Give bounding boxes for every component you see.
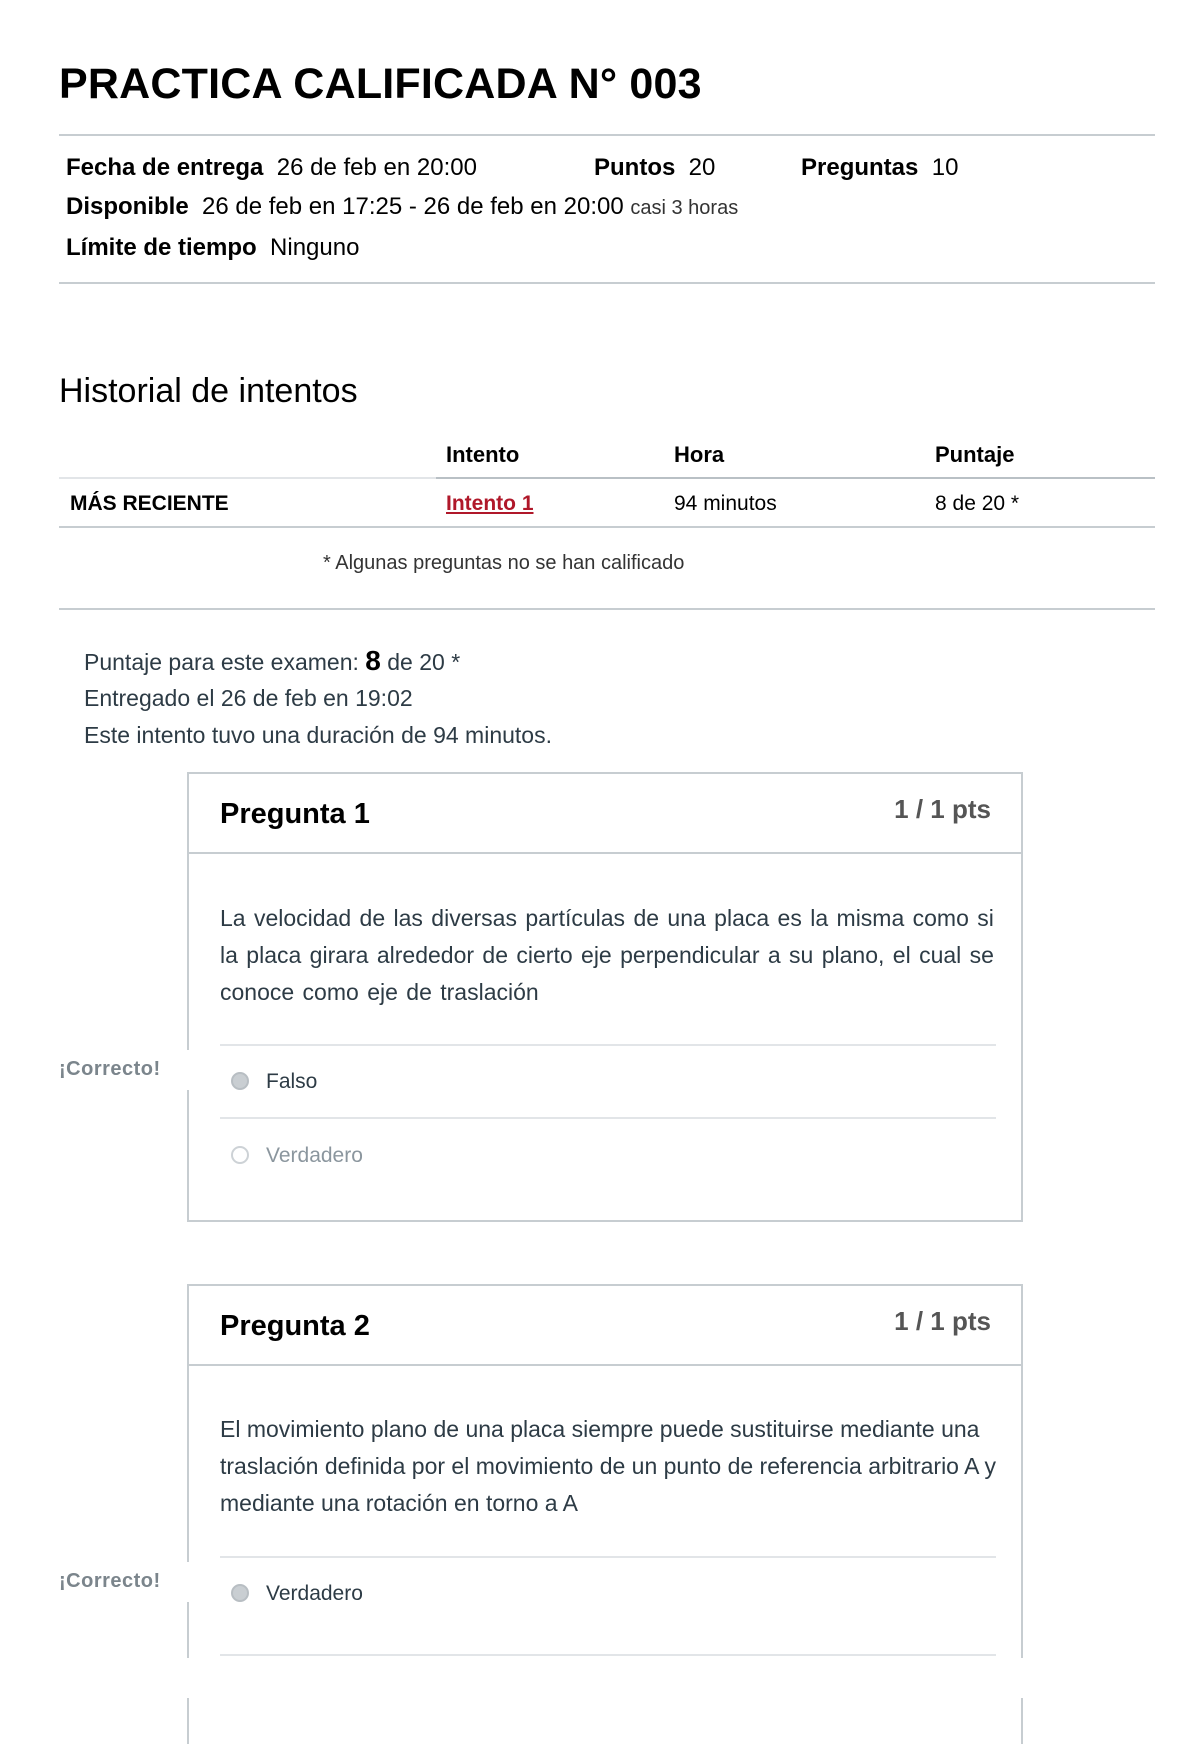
exam-score-suffix: de 20 * — [387, 649, 461, 675]
radio-unselected-icon — [231, 1146, 249, 1164]
divider — [220, 1044, 996, 1046]
radio-selected-icon — [231, 1584, 249, 1602]
history-title: Historial de intentos — [59, 372, 358, 410]
available-note: casi 3 horas — [630, 197, 739, 219]
divider — [59, 608, 1155, 610]
question-header — [189, 774, 1021, 854]
points — [594, 154, 715, 182]
history-note: * Algunas preguntas no se han calificado — [323, 552, 685, 574]
answer-label: Falso — [266, 1070, 318, 1093]
question-text: La velocidad de las diversas partículas de una placa es la misma como si la placa girara alrededor de cierto eje perpendicular a su plano, el cual se conoce como eje de traslación — [220, 905, 994, 1005]
quiz-meta-row-1 — [66, 154, 1066, 184]
history-row-time: 94 minutos — [674, 492, 777, 515]
due-date-value: 26 de feb en 20:00 — [276, 154, 477, 181]
answer-label: Verdadero — [266, 1582, 363, 1605]
history-row-label: MÁS RECIENTE — [70, 492, 229, 515]
history-col-time: Hora — [674, 442, 725, 467]
question-title: Pregunta 2 — [220, 1310, 370, 1342]
attempt-duration: Este intento tuvo una duración de 94 minutos. — [84, 722, 552, 748]
divider — [220, 1556, 996, 1558]
correct-tag: ¡Correcto! — [59, 1058, 161, 1080]
divider — [59, 282, 1155, 284]
question-points: 1 / 1 pts — [894, 794, 991, 824]
radio-selected-icon — [231, 1072, 249, 1090]
due-date — [66, 154, 477, 182]
answer-option[interactable] — [266, 1582, 363, 1606]
history-col-score: Puntaje — [935, 442, 1015, 467]
due-date-label: Fecha de entrega — [66, 154, 264, 181]
divider — [436, 477, 1155, 479]
divider — [220, 1654, 996, 1656]
available-label: Disponible — [66, 193, 189, 220]
questions-value: 10 — [931, 154, 959, 181]
time-limit-label: Límite de tiempo — [66, 234, 257, 261]
question-points: 1 / 1 pts — [894, 1306, 991, 1336]
history-col-attempt: Intento — [446, 442, 520, 467]
question-text: El movimiento plano de una placa siempre puede sustituirse mediante una traslación definida por el movimiento de un punto de referencia arbitrario A y mediante una rotación en torno a A — [220, 1416, 997, 1516]
attempt-link[interactable]: Intento 1 — [446, 492, 534, 515]
correct-tag: ¡Correcto! — [59, 1570, 161, 1592]
available-value: 26 de feb en 17:25 - 26 de feb en 20:00 — [202, 193, 624, 220]
points-label: Puntos — [594, 154, 676, 181]
history-row-score: 8 de 20 * — [935, 492, 1020, 515]
page-bottom-margin — [0, 1658, 1200, 1698]
divider — [59, 134, 1155, 136]
answer-option[interactable] — [266, 1144, 363, 1168]
divider — [59, 477, 436, 479]
question-title: Pregunta 1 — [220, 798, 370, 830]
question-card — [187, 772, 1023, 1222]
divider — [59, 526, 1155, 528]
exam-score-prefix: Puntaje para este examen: — [84, 649, 359, 675]
question-header — [189, 1286, 1021, 1366]
points-value: 20 — [688, 154, 716, 181]
availability — [66, 193, 738, 221]
questions-label: Preguntas — [801, 154, 919, 181]
answer-label: Verdadero — [266, 1144, 363, 1167]
questions-count — [801, 154, 958, 182]
exam-score — [84, 645, 460, 677]
answer-option[interactable] — [266, 1070, 317, 1094]
exam-score-value: 8 — [365, 645, 381, 676]
time-limit-value: Ninguno — [270, 234, 360, 261]
divider — [220, 1117, 996, 1119]
card-edge-gap — [187, 1050, 189, 1090]
page-title: PRACTICA CALIFICADA N° 003 — [59, 60, 702, 108]
submitted-date: Entregado el 26 de feb en 19:02 — [84, 685, 413, 711]
time-limit — [66, 234, 359, 262]
card-edge-gap — [187, 1562, 189, 1602]
